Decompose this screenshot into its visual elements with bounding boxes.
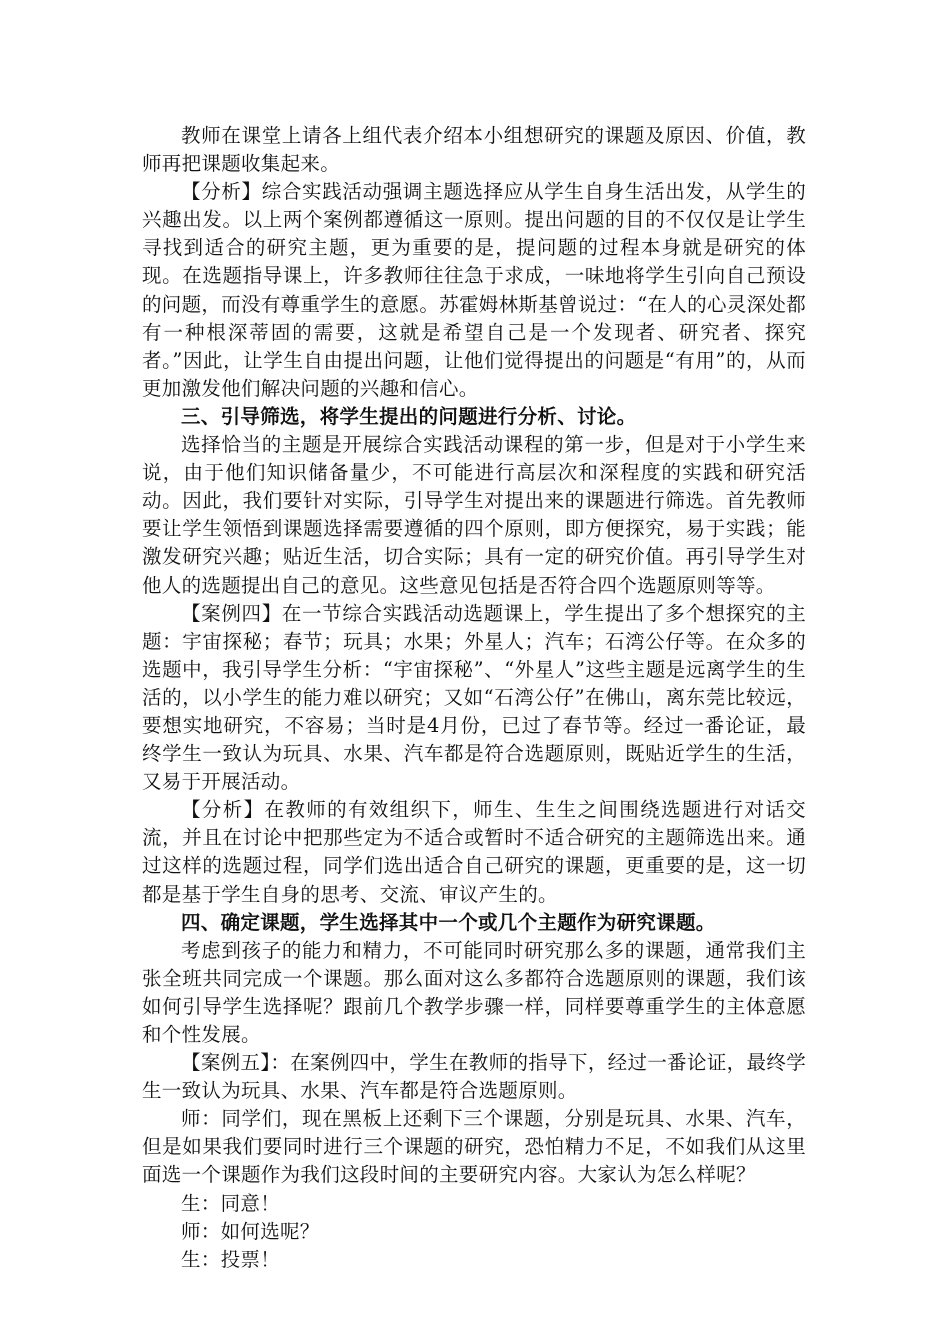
dialogue-line: 生：投票！ (181, 1247, 281, 1271)
paragraph: 【分析】综合实践活动强调主题选择应从学生自身生活出发，从学生的兴趣出发。以上两个案例都遵循这一原则。提出问题的目的不仅仅是让学生寻找到适合的研究主题，更为重要的是，提问题的过程本身就是研究的体现。在选题指导课上，许多教师往往急于求成，一味地将学生引向自己预设的问题，而没有尊重学生的意愿。苏霍姆林斯基曾说过：“在人的心灵深处都有一种根深蒂固的需要，这就是希望自己是一个发现者、研究者、探究者。”因此，让学生自由提出问题，让他们觉得提出的问题是“有用”的，从而更加激发他们解决问题的兴趣和信心。 (142, 180, 806, 400)
paragraph: 【分析】在教师的有效组织下，师生、生生之间围绕选题进行对话交流，并且在讨论中把那些定为不适合或暂时不适合研究的主题筛选出来。通过这样的选题过程，同学们选出适合自己研究的课题，更重要的是，这一切都是基于学生自身的思考、交流、审议产生的。 (142, 798, 806, 906)
paragraph: 教师在课堂上请各上组代表介绍本小组想研究的课题及原因、价值，教师再把课题收集起来。 (142, 124, 806, 176)
section-heading: 四、确定课题，学生选择其中一个或几个主题作为研究课题。 (181, 910, 716, 934)
dialogue-line: 生：同意！ (181, 1191, 281, 1215)
paragraph: 师：同学们，现在黑板上还剩下三个课题，分别是玩具、水果、汽车，但是如果我们要同时进行三个课题的研究，恐怕精力不足，不如我们从这里面选一个课题作为我们这段时间的主要研究内容。大家认为怎么样呢？ (142, 1107, 806, 1187)
paragraph: 选择恰当的主题是开展综合实践活动课程的第一步，但是对于小学生来说，由于他们知识储备量少，不可能进行高层次和深程度的实践和研究活动。因此，我们要针对实际，引导学生对提出来的课题进行筛选。首先教师要让学生领悟到课题选择需要遵循的四个原则，即方便探究，易于实践；能激发研究兴趣；贴近生活，切合实际；具有一定的研究价值。再引导学生对他人的选题提出自己的意见。这些意见包括是否符合四个选题原则等等。 (142, 433, 806, 597)
document-page (142, 122, 806, 1274)
section-heading: 三、引导筛选，将学生提出的问题进行分析、讨论。 (181, 404, 637, 428)
paragraph: 【案例五】：在案例四中，学生在教师的指导下，经过一番论证，最终学生一致认为玩具、水果、汽车都是符合选题原则。 (142, 1051, 806, 1103)
paragraph: 【案例四】在一节综合实践活动选题课上，学生提出了多个想探究的主题：宇宙探秘；春节；玩具；水果；外星人；汽车；石湾公仔等。在众多的选题中，我引导学生分析：“宇宙探秘”、“外星人”这些主题是远离学生的生活的，以小学生的能力难以研究；又如“石湾公仔”在佛山，离东莞比较远，要想实地研究，不容易；当时是4月份，已过了春节等。经过一番论证，最终学生一致认为玩具、水果、汽车都是符合选题原则，既贴近学生的生活，又易于开展活动。 (142, 601, 806, 794)
paragraph: 考虑到孩子的能力和精力，不可能同时研究那么多的课题，通常我们主张全班共同完成一个课题。那么面对这么多都符合选题原则的课题，我们该如何引导学生选择呢？跟前几个教学步骤一样，同样要尊重学生的主体意愿和个性发展。 (142, 938, 806, 1046)
dialogue-line: 师：如何选呢？ (181, 1219, 320, 1243)
